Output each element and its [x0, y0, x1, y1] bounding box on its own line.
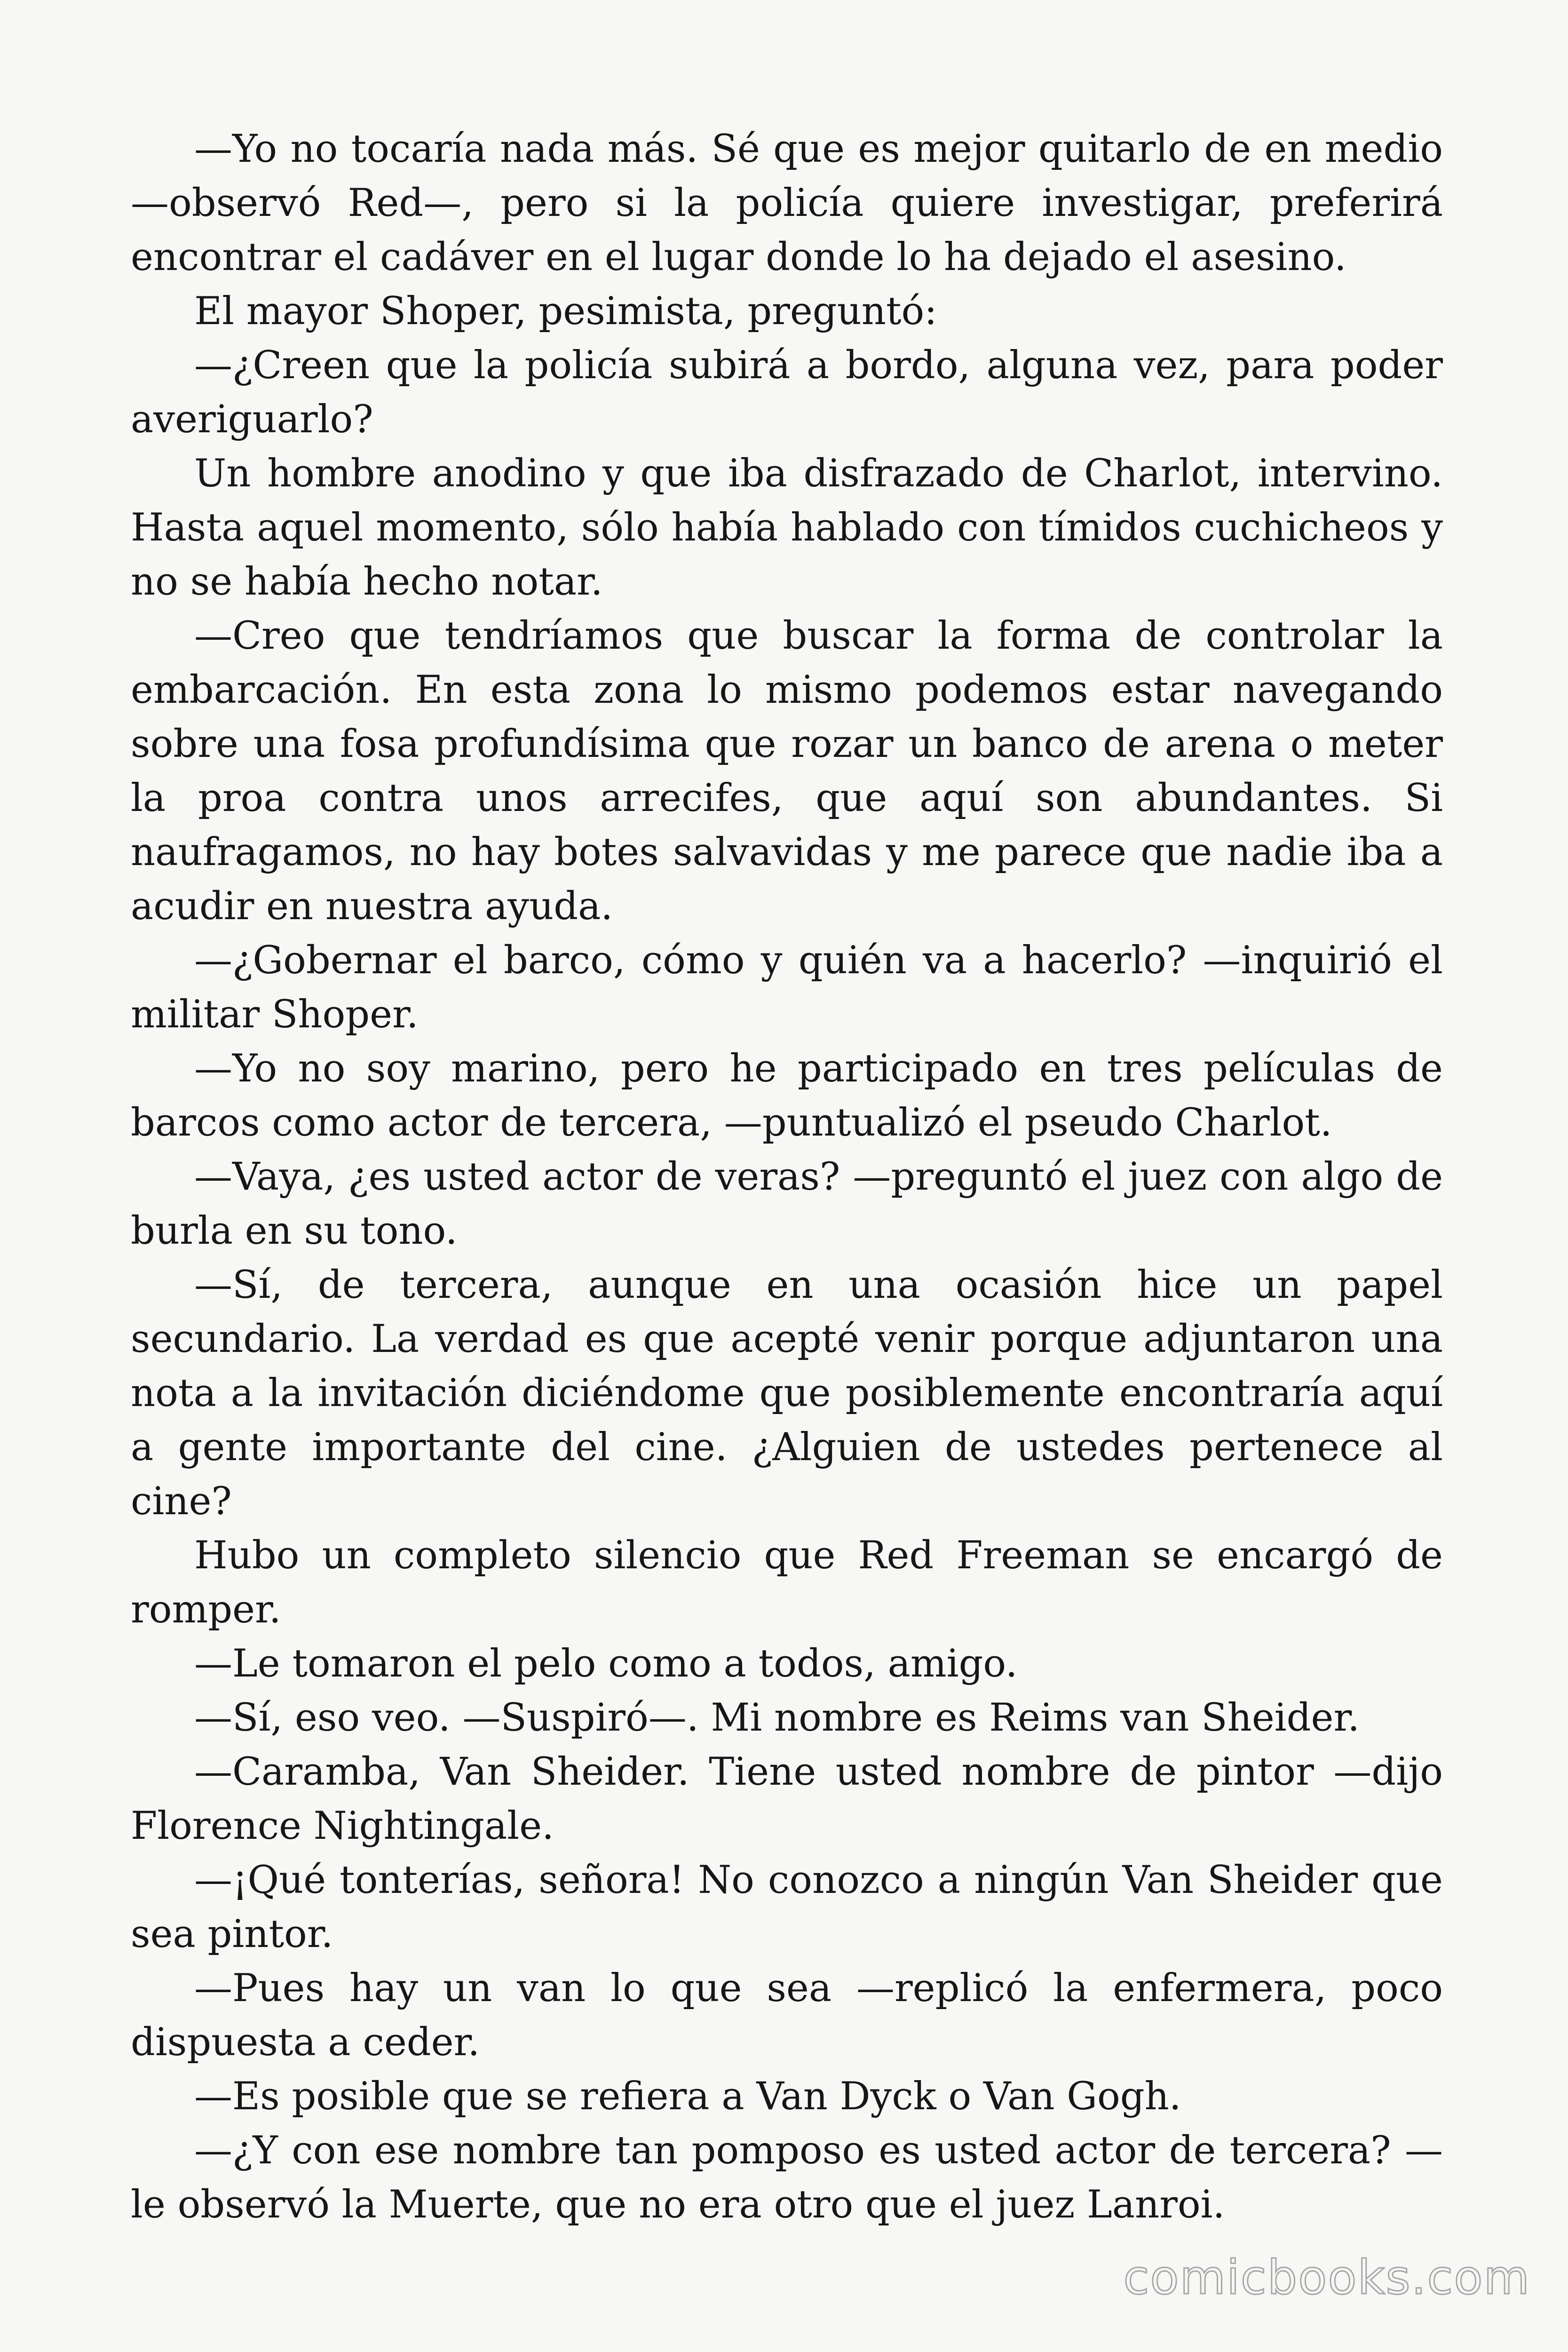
paragraph: —Yo no tocaría nada más. Sé que es mejor quitarlo de en medio —observó Red—, pero si la policía quiere investigar, preferirá encontrar el cadáver en el lugar donde lo ha dejado el asesino. — [131, 127, 1443, 279]
paragraph: —Vaya, ¿es usted actor de veras? —preguntó el juez con algo de burla en su tono. — [131, 1155, 1443, 1253]
paragraph: —Creo que tendríamos que buscar la forma de controlar la embarcación. En esta zona lo mismo podemos estar navegando sobre una fosa profundísima que rozar un banco de arena o meter la proa contra unos arrecifes, que aquí son abundantes. Si naufragamos, no hay botes salvavidas y me parece que nadie iba a acudir en nuestra ayuda. — [131, 614, 1443, 929]
paragraph: —¿Gobernar el barco, cómo y quién va a hacerlo? —inquirió el militar Shoper. — [131, 938, 1443, 1037]
paragraph: Hubo un completo silencio que Red Freeman se encargó de romper. — [131, 1534, 1443, 1632]
paragraph: —Sí, de tercera, aunque en una ocasión hice un papel secundario. La verdad es que acepté venir porque adjuntaron una nota a la invitación diciéndome que posiblemente encontraría aquí a gente importante del cine. ¿Alguien de ustedes pertenece al cine? — [131, 1263, 1443, 1524]
paragraph: —¡Qué tonterías, señora! No conozco a ningún Van Sheider que sea pintor. — [131, 1858, 1443, 1956]
paragraph: —Sí, eso veo. —Suspiró—. Mi nombre es Reims van Sheider. — [194, 1696, 1360, 1740]
paragraph: —Caramba, Van Sheider. Tiene usted nombre de pintor —dijo Florence Nightingale. — [131, 1750, 1443, 1848]
paragraph: —¿Creen que la policía subirá a bordo, alguna vez, para poder averiguarlo? — [131, 343, 1443, 442]
watermark: comicbooks.com — [1123, 2250, 1530, 2305]
paragraph: —Es posible que se refiera a Van Dyck o Van Gogh. — [194, 2074, 1181, 2119]
paragraph: El mayor Shoper, pesimista, preguntó: — [194, 289, 937, 334]
paragraph: —Pues hay un van lo que sea —replicó la enfermera, poco dispuesta a ceder. — [131, 1966, 1443, 2065]
paragraph: —Yo no soy marino, pero he participado en tres películas de barcos como actor de tercera, —puntualizó el pseudo Charlot. — [131, 1047, 1443, 1145]
paragraph: —¿Y con ese nombre tan pomposo es usted actor de tercera? —le observó la Muerte, que no era otro que el juez Lanroi. — [131, 2129, 1443, 2227]
page-body — [131, 122, 1443, 2232]
paragraph: —Le tomaron el pelo como a todos, amigo. — [194, 1642, 1018, 1686]
paragraph: Un hombre anodino y que iba disfrazado de Charlot, intervino. Hasta aquel momento, sólo había hablado con tímidos cuchicheos y no se había hecho notar. — [131, 452, 1443, 604]
